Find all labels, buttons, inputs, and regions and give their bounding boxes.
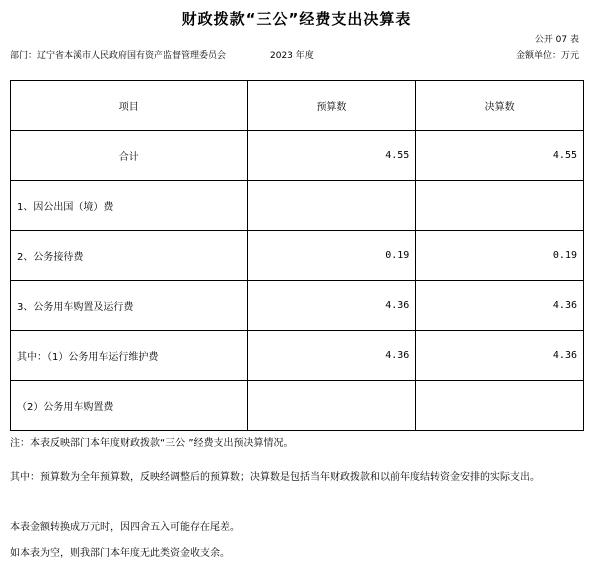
row-item-total: 合计 xyxy=(11,131,248,181)
row-final-vehicle-maintenance: 4.36 xyxy=(416,331,584,381)
report-title: 财政拨款“三公”经费支出决算表 xyxy=(181,10,412,28)
row-budget-total: 4.55 xyxy=(247,131,416,181)
row-budget-vehicle: 4.36 xyxy=(247,281,416,331)
row-item-vehicle-purchase: （2）公务用车购置费 xyxy=(11,381,248,431)
table-row xyxy=(11,331,584,381)
row-final-reception: 0.19 xyxy=(416,231,584,281)
table-row xyxy=(11,381,584,431)
row-budget-vehicle-maintenance: 4.36 xyxy=(247,331,416,381)
table-header-row xyxy=(11,81,584,131)
note-rounding: 本表金额转换成万元时，因四舍五入可能存在尾差。 xyxy=(10,522,240,533)
table-row xyxy=(11,181,584,231)
row-final-vehicle: 4.36 xyxy=(416,281,584,331)
row-budget-reception: 0.19 xyxy=(247,231,416,281)
row-budget-overseas xyxy=(247,181,416,231)
table-row xyxy=(11,131,584,181)
row-item-reception: 2、公务接待费 xyxy=(11,231,248,281)
form-number: 公开 07 表 xyxy=(534,35,579,45)
expense-table xyxy=(10,80,584,431)
row-item-overseas: 1、因公出国（境）费 xyxy=(11,181,248,231)
amount-unit: 金额单位：万元 xyxy=(515,51,579,61)
header-final: 决算数 xyxy=(416,81,584,131)
note-definitions: 其中：预算数为全年预算数，反映经调整后的预算数；决算数是包括当年财政拨款和以前年度结转资金安排的实际支出。 xyxy=(10,472,540,483)
note-scope: 注：本表反映部门本年度财政拨款“三公 ”经费支出预决算情况。 xyxy=(10,438,294,449)
row-final-vehicle-purchase xyxy=(416,381,584,431)
row-final-total: 4.55 xyxy=(416,131,584,181)
header-item: 项目 xyxy=(11,81,248,131)
row-final-overseas xyxy=(416,181,584,231)
fiscal-year: 2023 年度 xyxy=(270,51,314,61)
note-empty: 如本表为空，则我部门本年度无此类资金收支余。 xyxy=(10,548,230,559)
department-label: 部门：辽宁省本溪市人民政府国有资产监督管理委员会 xyxy=(10,51,227,61)
table-row xyxy=(11,281,584,331)
row-item-vehicle-maintenance: 其中：（1）公务用车运行维护费 xyxy=(11,331,248,381)
row-item-vehicle: 3、公务用车购置及运行费 xyxy=(11,281,248,331)
row-budget-vehicle-purchase xyxy=(247,381,416,431)
table-row xyxy=(11,231,584,281)
header-budget: 预算数 xyxy=(247,81,416,131)
